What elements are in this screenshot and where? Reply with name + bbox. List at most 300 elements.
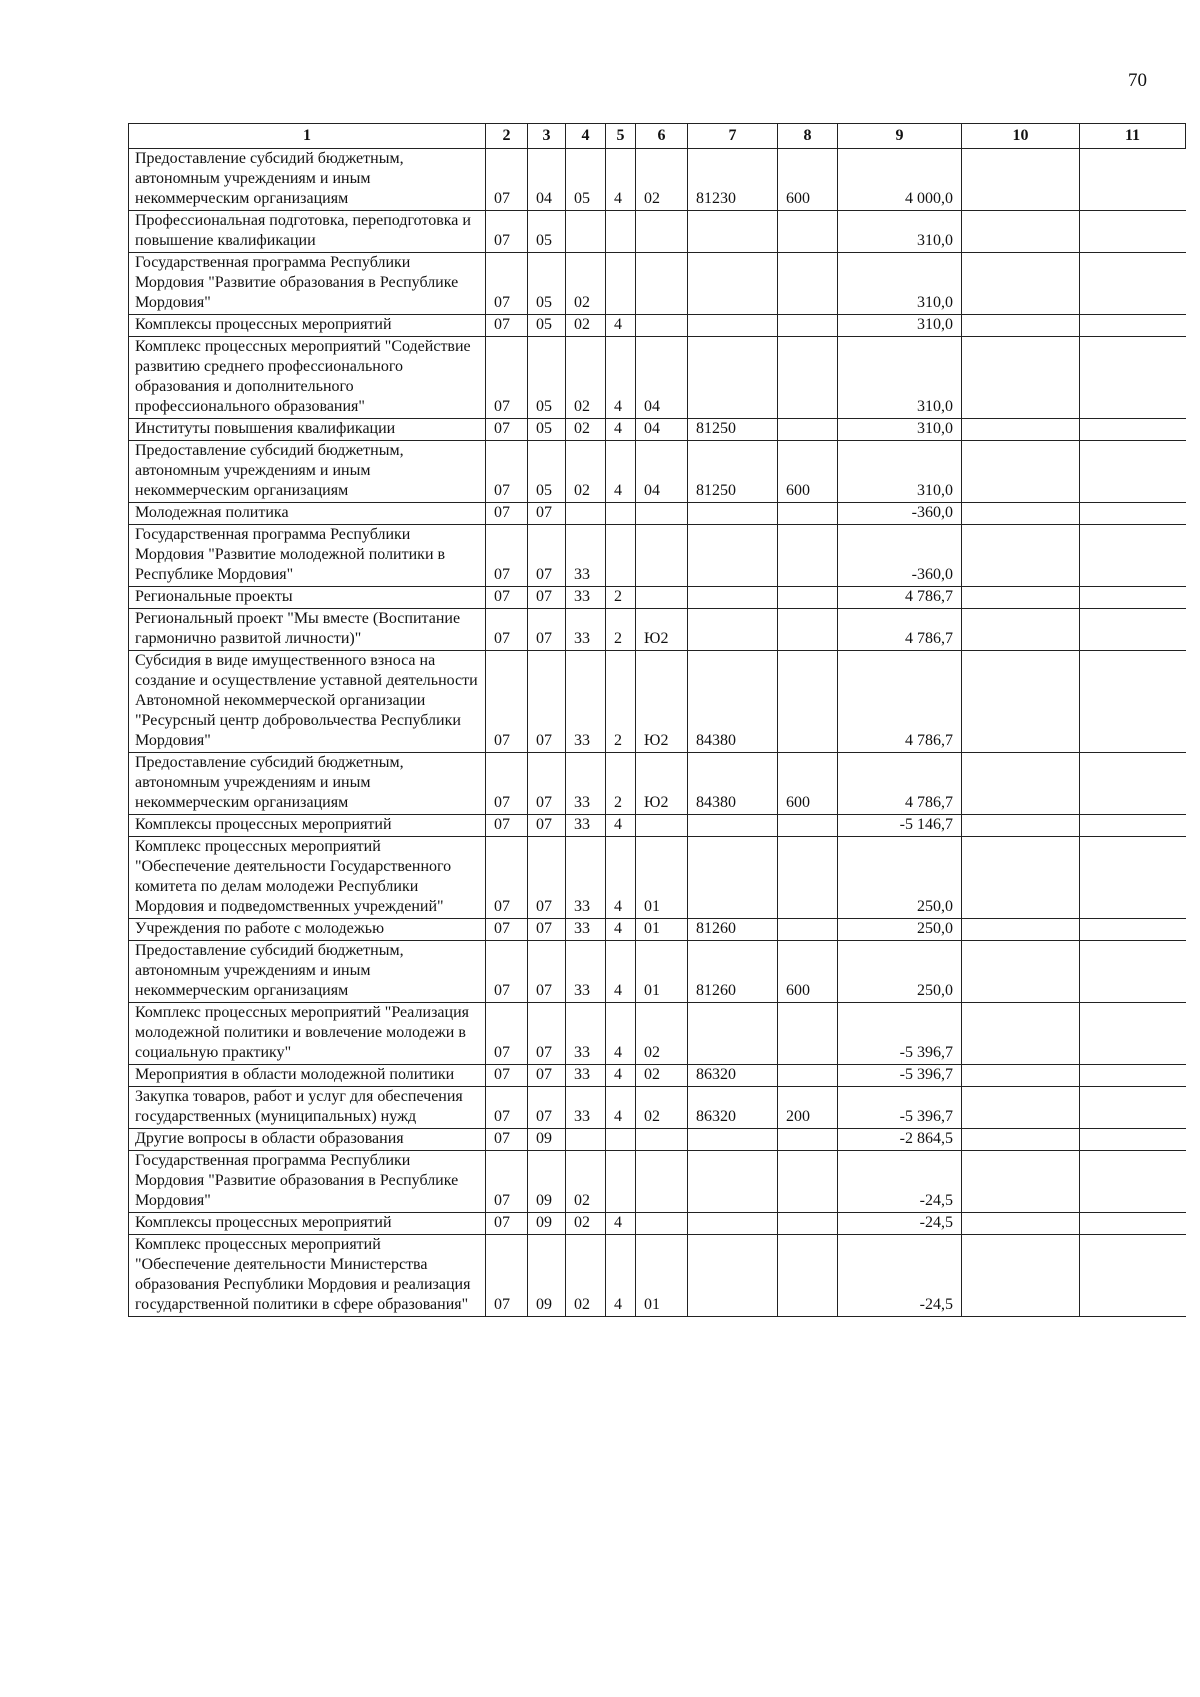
expense-type-cell: 600: [778, 441, 838, 503]
amount-cell: -5 396,7: [838, 1003, 962, 1065]
column-11-cell: [1080, 149, 1186, 211]
program-code-cell: 05: [566, 149, 606, 211]
table-row: [129, 525, 1186, 587]
row-name-cell: Государственная программа Республики Мордовия "Развитие образования в Республике Мордовия": [129, 1151, 486, 1213]
direction-code-cell: 81230: [688, 149, 778, 211]
direction-code-cell: 81260: [688, 919, 778, 941]
budget-table: [128, 123, 1186, 1317]
measure-code-cell: [636, 253, 688, 315]
expense-type-cell: [778, 587, 838, 609]
amount-cell: -5 396,7: [838, 1087, 962, 1129]
section-code-cell: 07: [486, 211, 528, 253]
subsection-code-cell: 05: [528, 315, 566, 337]
section-code-cell: 07: [486, 1087, 528, 1129]
column-10-cell: [962, 149, 1080, 211]
measure-code-cell: Ю2: [636, 609, 688, 651]
column-11-cell: [1080, 1151, 1186, 1213]
column-10-cell: [962, 315, 1080, 337]
column-header-7: 7: [688, 124, 778, 149]
column-10-cell: [962, 503, 1080, 525]
measure-code-cell: 02: [636, 1065, 688, 1087]
expense-type-cell: [778, 651, 838, 753]
subprogram-code-cell: [606, 503, 636, 525]
direction-code-cell: [688, 815, 778, 837]
table-row: [129, 211, 1186, 253]
program-code-cell: [566, 1129, 606, 1151]
row-name-cell: Другие вопросы в области образования: [129, 1129, 486, 1151]
program-code-cell: [566, 211, 606, 253]
expense-type-cell: [778, 1065, 838, 1087]
measure-code-cell: [636, 211, 688, 253]
amount-cell: 250,0: [838, 919, 962, 941]
measure-code-cell: 01: [636, 919, 688, 941]
amount-cell: -24,5: [838, 1151, 962, 1213]
column-10-cell: [962, 1151, 1080, 1213]
measure-code-cell: 02: [636, 149, 688, 211]
column-10-cell: [962, 419, 1080, 441]
subprogram-code-cell: [606, 211, 636, 253]
section-code-cell: 07: [486, 149, 528, 211]
measure-code-cell: 01: [636, 1235, 688, 1317]
column-10-cell: [962, 337, 1080, 419]
program-code-cell: 33: [566, 753, 606, 815]
column-header-8: 8: [778, 124, 838, 149]
measure-code-cell: [636, 587, 688, 609]
section-code-cell: 07: [486, 337, 528, 419]
column-10-cell: [962, 1213, 1080, 1235]
subsection-code-cell: 05: [528, 419, 566, 441]
measure-code-cell: [636, 525, 688, 587]
program-code-cell: 02: [566, 441, 606, 503]
column-10-cell: [962, 651, 1080, 753]
direction-code-cell: [688, 525, 778, 587]
column-10-cell: [962, 941, 1080, 1003]
section-code-cell: 07: [486, 941, 528, 1003]
subsection-code-cell: 07: [528, 525, 566, 587]
table-row: [129, 315, 1186, 337]
row-name-cell: Комплекс процессных мероприятий "Содействие развитию среднего профессионального образования и дополнительного профессионального образования": [129, 337, 486, 419]
column-header-2: 2: [486, 124, 528, 149]
table-row: [129, 753, 1186, 815]
column-10-cell: [962, 587, 1080, 609]
expense-type-cell: [778, 211, 838, 253]
column-header-10: 10: [962, 124, 1080, 149]
subprogram-code-cell: 4: [606, 149, 636, 211]
subsection-code-cell: 07: [528, 503, 566, 525]
section-code-cell: 07: [486, 815, 528, 837]
direction-code-cell: 81250: [688, 419, 778, 441]
table-row: [129, 1235, 1186, 1317]
amount-cell: -360,0: [838, 503, 962, 525]
table-row: [129, 1129, 1186, 1151]
direction-code-cell: [688, 1151, 778, 1213]
subprogram-code-cell: 2: [606, 587, 636, 609]
program-code-cell: 02: [566, 337, 606, 419]
expense-type-cell: [778, 337, 838, 419]
table-row: [129, 587, 1186, 609]
program-code-cell: 02: [566, 315, 606, 337]
amount-cell: -24,5: [838, 1235, 962, 1317]
column-11-cell: [1080, 919, 1186, 941]
row-name-cell: Предоставление субсидий бюджетным, автономным учреждениям и иным некоммерческим организациям: [129, 941, 486, 1003]
expense-type-cell: [778, 315, 838, 337]
measure-code-cell: [636, 315, 688, 337]
subsection-code-cell: 09: [528, 1213, 566, 1235]
program-code-cell: 33: [566, 837, 606, 919]
direction-code-cell: [688, 1235, 778, 1317]
column-10-cell: [962, 525, 1080, 587]
section-code-cell: 07: [486, 1151, 528, 1213]
section-code-cell: 07: [486, 503, 528, 525]
column-11-cell: [1080, 419, 1186, 441]
row-name-cell: Предоставление субсидий бюджетным, автономным учреждениям и иным некоммерческим организациям: [129, 753, 486, 815]
program-code-cell: 33: [566, 941, 606, 1003]
amount-cell: -5 396,7: [838, 1065, 962, 1087]
table-row: [129, 419, 1186, 441]
direction-code-cell: 86320: [688, 1065, 778, 1087]
column-11-cell: [1080, 1003, 1186, 1065]
subprogram-code-cell: 4: [606, 815, 636, 837]
row-name-cell: Комплекс процессных мероприятий "Обеспечение деятельности Государственного комитета по делам молодежи Республики Мордовия и подведомственных учреждений": [129, 837, 486, 919]
table-row: [129, 919, 1186, 941]
subsection-code-cell: 07: [528, 1065, 566, 1087]
column-header-3: 3: [528, 124, 566, 149]
expense-type-cell: [778, 503, 838, 525]
subsection-code-cell: 07: [528, 1003, 566, 1065]
subprogram-code-cell: 2: [606, 609, 636, 651]
subprogram-code-cell: 4: [606, 941, 636, 1003]
amount-cell: 310,0: [838, 419, 962, 441]
column-11-cell: [1080, 441, 1186, 503]
subsection-code-cell: 07: [528, 941, 566, 1003]
column-11-cell: [1080, 837, 1186, 919]
amount-cell: 4 786,7: [838, 609, 962, 651]
program-code-cell: 33: [566, 1065, 606, 1087]
subsection-code-cell: 05: [528, 211, 566, 253]
row-name-cell: Закупка товаров, работ и услуг для обеспечения государственных (муниципальных) нужд: [129, 1087, 486, 1129]
table-row: [129, 1003, 1186, 1065]
measure-code-cell: [636, 1213, 688, 1235]
column-11-cell: [1080, 315, 1186, 337]
direction-code-cell: 84380: [688, 753, 778, 815]
table-body: [129, 149, 1186, 1317]
subprogram-code-cell: 4: [606, 337, 636, 419]
subprogram-code-cell: 4: [606, 837, 636, 919]
measure-code-cell: [636, 815, 688, 837]
column-10-cell: [962, 837, 1080, 919]
subsection-code-cell: 05: [528, 337, 566, 419]
subsection-code-cell: 04: [528, 149, 566, 211]
direction-code-cell: [688, 253, 778, 315]
direction-code-cell: [688, 1003, 778, 1065]
row-name-cell: Молодежная политика: [129, 503, 486, 525]
column-11-cell: [1080, 587, 1186, 609]
section-code-cell: 07: [486, 587, 528, 609]
amount-cell: -24,5: [838, 1213, 962, 1235]
expense-type-cell: 600: [778, 753, 838, 815]
row-name-cell: Региональные проекты: [129, 587, 486, 609]
column-11-cell: [1080, 1065, 1186, 1087]
expense-type-cell: [778, 419, 838, 441]
column-10-cell: [962, 609, 1080, 651]
amount-cell: 250,0: [838, 837, 962, 919]
measure-code-cell: 04: [636, 441, 688, 503]
subprogram-code-cell: 4: [606, 441, 636, 503]
table-row: [129, 1087, 1186, 1129]
column-10-cell: [962, 211, 1080, 253]
subsection-code-cell: 09: [528, 1235, 566, 1317]
amount-cell: -2 864,5: [838, 1129, 962, 1151]
column-10-cell: [962, 253, 1080, 315]
direction-code-cell: [688, 1129, 778, 1151]
section-code-cell: 07: [486, 1235, 528, 1317]
subsection-code-cell: 07: [528, 587, 566, 609]
row-name-cell: Государственная программа Республики Мордовия "Развитие молодежной политики в Республике Мордовия": [129, 525, 486, 587]
program-code-cell: 02: [566, 419, 606, 441]
section-code-cell: 07: [486, 837, 528, 919]
program-code-cell: 33: [566, 651, 606, 753]
header-row: [129, 124, 1186, 149]
subsection-code-cell: 07: [528, 651, 566, 753]
expense-type-cell: [778, 525, 838, 587]
column-11-cell: [1080, 1213, 1186, 1235]
section-code-cell: 07: [486, 1065, 528, 1087]
row-name-cell: Региональный проект "Мы вместе (Воспитание гармонично развитой личности)": [129, 609, 486, 651]
column-10-cell: [962, 1087, 1080, 1129]
row-name-cell: Предоставление субсидий бюджетным, автономным учреждениям и иным некоммерческим организациям: [129, 441, 486, 503]
amount-cell: 310,0: [838, 337, 962, 419]
column-10-cell: [962, 1065, 1080, 1087]
column-11-cell: [1080, 1235, 1186, 1317]
program-code-cell: 33: [566, 919, 606, 941]
expense-type-cell: [778, 837, 838, 919]
column-10-cell: [962, 815, 1080, 837]
subprogram-code-cell: 4: [606, 315, 636, 337]
table-row: [129, 1213, 1186, 1235]
expense-type-cell: [778, 1151, 838, 1213]
subsection-code-cell: 07: [528, 1087, 566, 1129]
row-name-cell: Мероприятия в области молодежной политики: [129, 1065, 486, 1087]
expense-type-cell: [778, 609, 838, 651]
amount-cell: 4 786,7: [838, 753, 962, 815]
row-name-cell: Субсидия в виде имущественного взноса на создание и осуществление уставной деятельности Автономной некоммерческой организации "Ресурсный центр добровольчества Республики Мордовия": [129, 651, 486, 753]
subsection-code-cell: 05: [528, 441, 566, 503]
table-row: [129, 337, 1186, 419]
amount-cell: 4 000,0: [838, 149, 962, 211]
section-code-cell: 07: [486, 1213, 528, 1235]
program-code-cell: 02: [566, 253, 606, 315]
section-code-cell: 07: [486, 253, 528, 315]
expense-type-cell: [778, 1235, 838, 1317]
direction-code-cell: [688, 837, 778, 919]
subsection-code-cell: 07: [528, 753, 566, 815]
column-10-cell: [962, 919, 1080, 941]
column-header-4: 4: [566, 124, 606, 149]
program-code-cell: 02: [566, 1213, 606, 1235]
subprogram-code-cell: [606, 1151, 636, 1213]
subprogram-code-cell: [606, 525, 636, 587]
table-row: [129, 149, 1186, 211]
subprogram-code-cell: 4: [606, 1087, 636, 1129]
program-code-cell: 02: [566, 1235, 606, 1317]
section-code-cell: 07: [486, 753, 528, 815]
expense-type-cell: 600: [778, 149, 838, 211]
subsection-code-cell: 07: [528, 837, 566, 919]
table-row: [129, 837, 1186, 919]
program-code-cell: 33: [566, 1003, 606, 1065]
amount-cell: 310,0: [838, 253, 962, 315]
row-name-cell: Комплексы процессных мероприятий: [129, 1213, 486, 1235]
program-code-cell: 33: [566, 1087, 606, 1129]
table-row: [129, 651, 1186, 753]
subprogram-code-cell: 4: [606, 1003, 636, 1065]
column-11-cell: [1080, 337, 1186, 419]
amount-cell: 310,0: [838, 211, 962, 253]
measure-code-cell: 01: [636, 837, 688, 919]
column-11-cell: [1080, 1129, 1186, 1151]
direction-code-cell: 86320: [688, 1087, 778, 1129]
column-11-cell: [1080, 211, 1186, 253]
section-code-cell: 07: [486, 315, 528, 337]
program-code-cell: 33: [566, 525, 606, 587]
section-code-cell: 07: [486, 609, 528, 651]
section-code-cell: 07: [486, 419, 528, 441]
table-row: [129, 609, 1186, 651]
program-code-cell: 33: [566, 815, 606, 837]
expense-type-cell: [778, 1003, 838, 1065]
direction-code-cell: 81250: [688, 441, 778, 503]
subsection-code-cell: 07: [528, 609, 566, 651]
expense-type-cell: [778, 815, 838, 837]
section-code-cell: 07: [486, 1003, 528, 1065]
column-11-cell: [1080, 609, 1186, 651]
section-code-cell: 07: [486, 441, 528, 503]
measure-code-cell: 02: [636, 1087, 688, 1129]
direction-code-cell: [688, 337, 778, 419]
subprogram-code-cell: 4: [606, 1213, 636, 1235]
row-name-cell: Комплексы процессных мероприятий: [129, 815, 486, 837]
column-11-cell: [1080, 253, 1186, 315]
program-code-cell: 33: [566, 587, 606, 609]
direction-code-cell: 81260: [688, 941, 778, 1003]
measure-code-cell: 04: [636, 419, 688, 441]
table-row: [129, 1065, 1186, 1087]
section-code-cell: 07: [486, 1129, 528, 1151]
expense-type-cell: [778, 1129, 838, 1151]
subprogram-code-cell: 4: [606, 1235, 636, 1317]
column-header-11: 11: [1080, 124, 1186, 149]
direction-code-cell: [688, 609, 778, 651]
subsection-code-cell: 05: [528, 253, 566, 315]
section-code-cell: 07: [486, 651, 528, 753]
subprogram-code-cell: 4: [606, 1065, 636, 1087]
column-10-cell: [962, 441, 1080, 503]
subprogram-code-cell: 2: [606, 753, 636, 815]
table-row: [129, 815, 1186, 837]
column-11-cell: [1080, 753, 1186, 815]
measure-code-cell: 01: [636, 941, 688, 1003]
program-code-cell: [566, 503, 606, 525]
amount-cell: -360,0: [838, 525, 962, 587]
subprogram-code-cell: 4: [606, 419, 636, 441]
direction-code-cell: [688, 503, 778, 525]
table-row: [129, 503, 1186, 525]
column-11-cell: [1080, 503, 1186, 525]
measure-code-cell: 04: [636, 337, 688, 419]
row-name-cell: Предоставление субсидий бюджетным, автономным учреждениям и иным некоммерческим организациям: [129, 149, 486, 211]
table-row: [129, 253, 1186, 315]
column-10-cell: [962, 1129, 1080, 1151]
program-code-cell: 33: [566, 609, 606, 651]
subprogram-code-cell: [606, 253, 636, 315]
row-name-cell: Учреждения по работе с молодежью: [129, 919, 486, 941]
subprogram-code-cell: 2: [606, 651, 636, 753]
expense-type-cell: 200: [778, 1087, 838, 1129]
measure-code-cell: [636, 1151, 688, 1213]
direction-code-cell: 84380: [688, 651, 778, 753]
row-name-cell: Профессиональная подготовка, переподготовка и повышение квалификации: [129, 211, 486, 253]
section-code-cell: 07: [486, 525, 528, 587]
subsection-code-cell: 07: [528, 815, 566, 837]
subsection-code-cell: 07: [528, 919, 566, 941]
measure-code-cell: [636, 1129, 688, 1151]
amount-cell: 4 786,7: [838, 587, 962, 609]
table-row: [129, 941, 1186, 1003]
expense-type-cell: [778, 253, 838, 315]
expense-type-cell: [778, 919, 838, 941]
expense-type-cell: [778, 1213, 838, 1235]
page-number: 70: [1128, 70, 1147, 91]
row-name-cell: Институты повышения квалификации: [129, 419, 486, 441]
subprogram-code-cell: 4: [606, 919, 636, 941]
row-name-cell: Комплексы процессных мероприятий: [129, 315, 486, 337]
amount-cell: 310,0: [838, 441, 962, 503]
amount-cell: 250,0: [838, 941, 962, 1003]
subsection-code-cell: 09: [528, 1129, 566, 1151]
measure-code-cell: Ю2: [636, 753, 688, 815]
column-11-cell: [1080, 815, 1186, 837]
column-header-6: 6: [636, 124, 688, 149]
direction-code-cell: [688, 211, 778, 253]
column-10-cell: [962, 1003, 1080, 1065]
column-10-cell: [962, 753, 1080, 815]
column-header-9: 9: [838, 124, 962, 149]
column-header-5: 5: [606, 124, 636, 149]
subprogram-code-cell: [606, 1129, 636, 1151]
direction-code-cell: [688, 315, 778, 337]
direction-code-cell: [688, 587, 778, 609]
amount-cell: 4 786,7: [838, 651, 962, 753]
expense-type-cell: 600: [778, 941, 838, 1003]
amount-cell: 310,0: [838, 315, 962, 337]
program-code-cell: 02: [566, 1151, 606, 1213]
table-row: [129, 441, 1186, 503]
measure-code-cell: 02: [636, 1003, 688, 1065]
column-10-cell: [962, 1235, 1080, 1317]
table-row: [129, 1151, 1186, 1213]
column-11-cell: [1080, 651, 1186, 753]
measure-code-cell: [636, 503, 688, 525]
amount-cell: -5 146,7: [838, 815, 962, 837]
column-11-cell: [1080, 525, 1186, 587]
measure-code-cell: Ю2: [636, 651, 688, 753]
row-name-cell: Комплекс процессных мероприятий "Реализация молодежной политики и вовлечение молодежи в социальную практику": [129, 1003, 486, 1065]
column-11-cell: [1080, 941, 1186, 1003]
column-header-1: 1: [129, 124, 486, 149]
row-name-cell: Государственная программа Республики Мордовия "Развитие образования в Республике Мордовия": [129, 253, 486, 315]
subsection-code-cell: 09: [528, 1151, 566, 1213]
direction-code-cell: [688, 1213, 778, 1235]
